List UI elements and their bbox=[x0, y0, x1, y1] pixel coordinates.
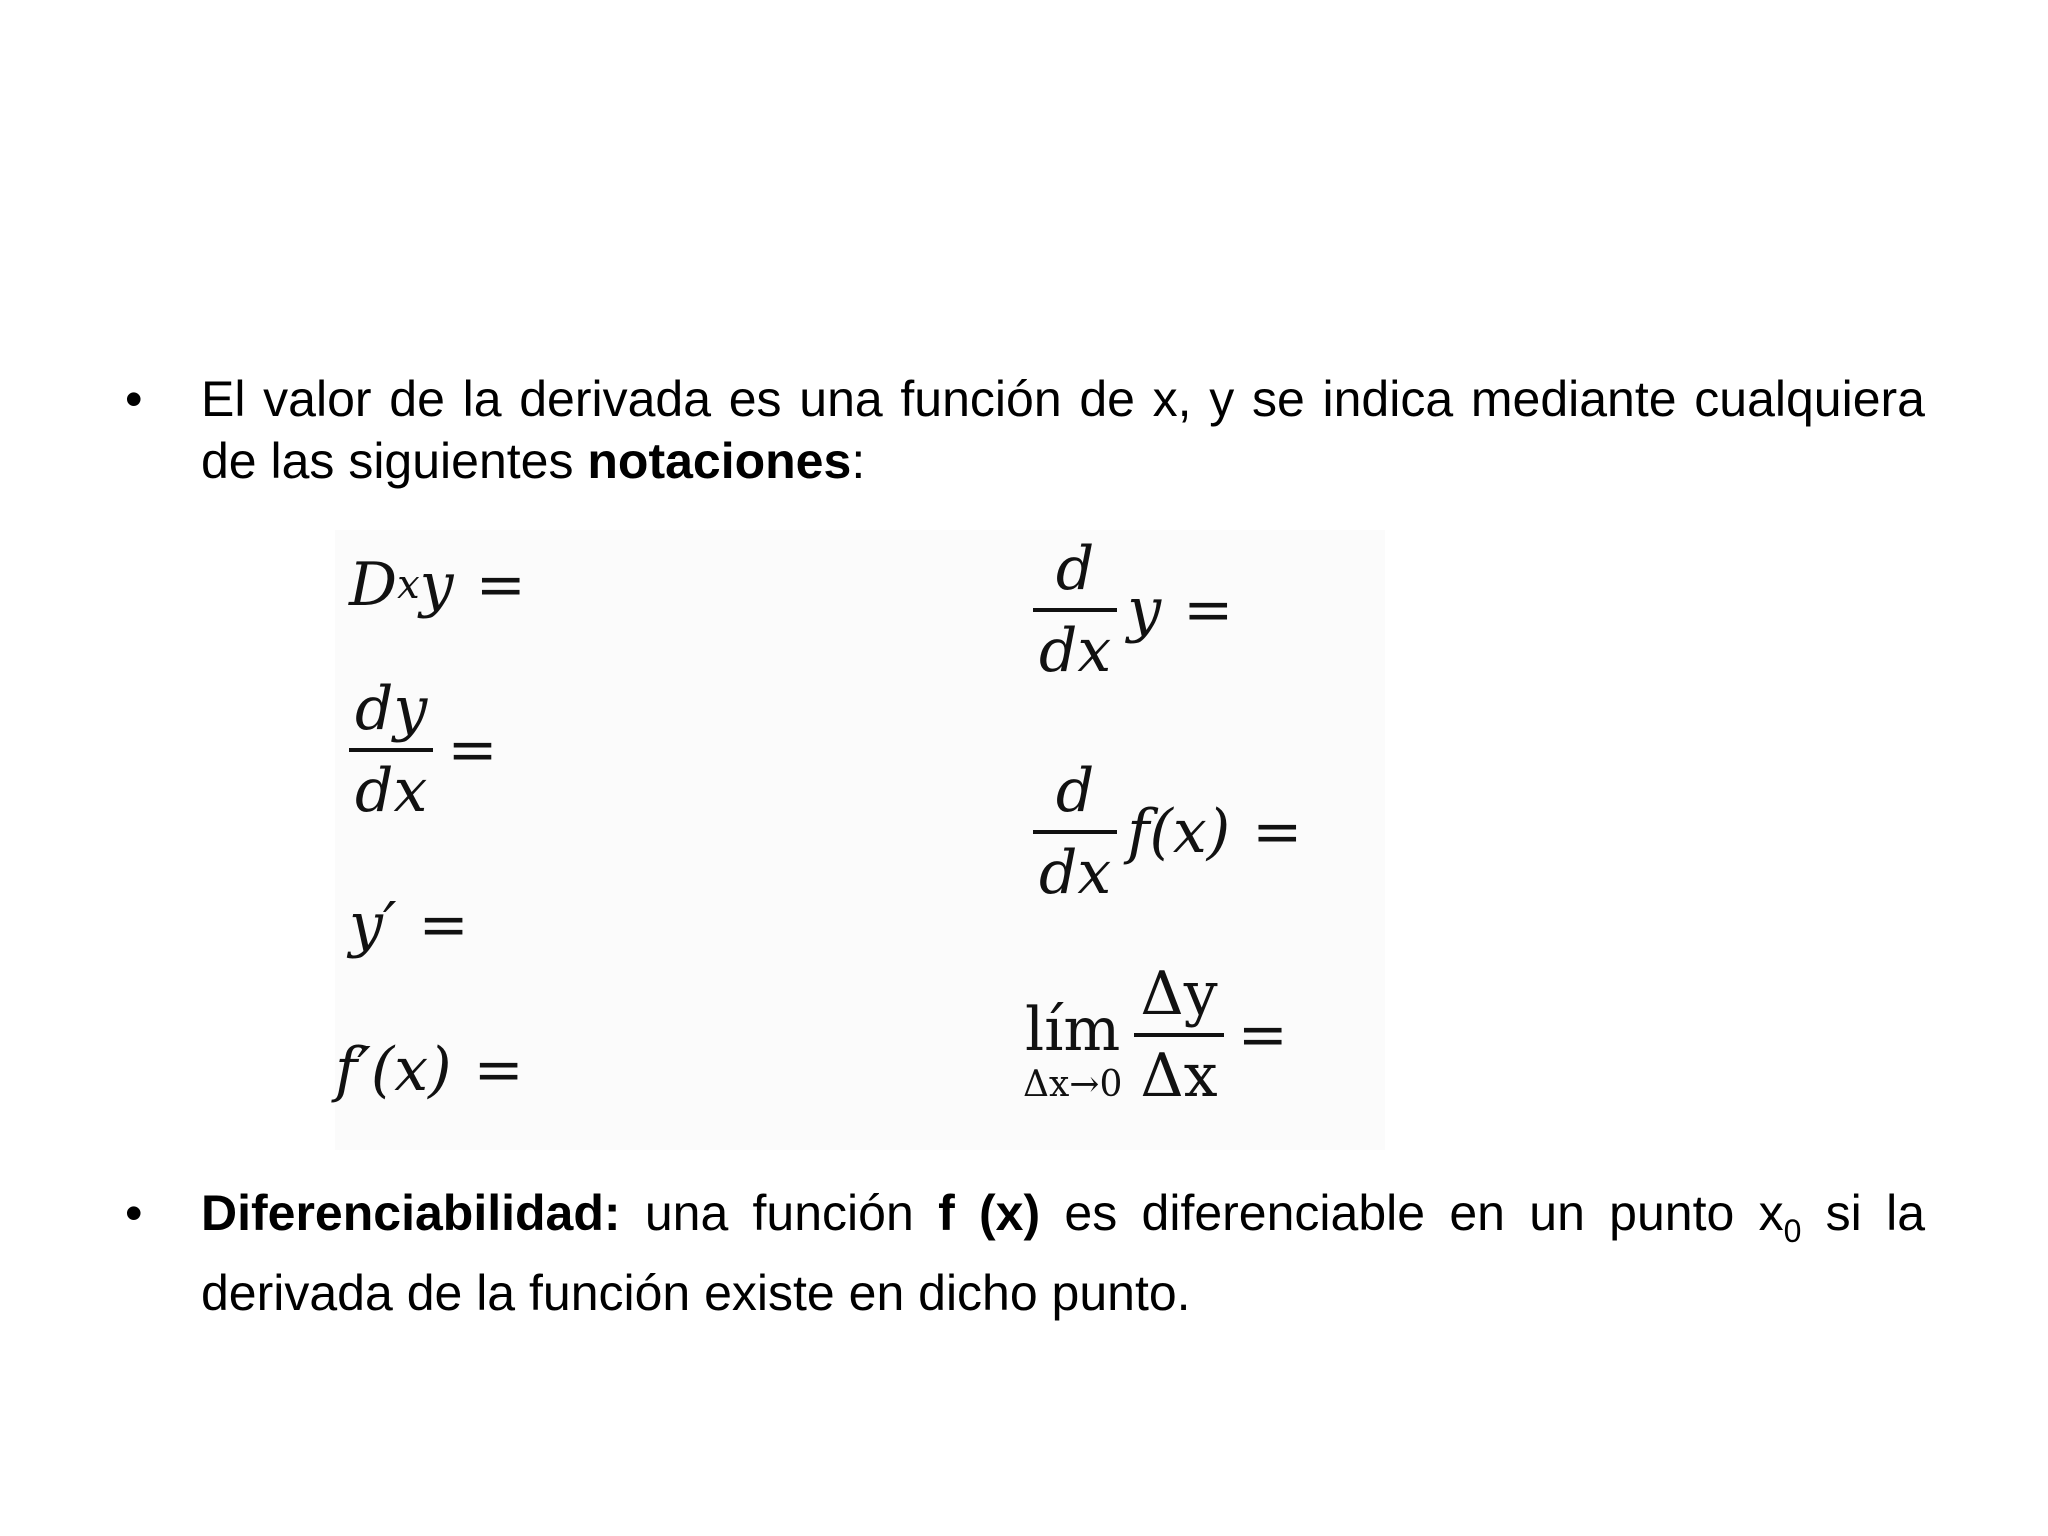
subscript-zero: 0 bbox=[1783, 1213, 1802, 1249]
operator-d: D bbox=[349, 550, 398, 620]
operator-subscript: x bbox=[397, 562, 420, 608]
notation-formulas-panel bbox=[335, 530, 1385, 1150]
equals-sign: = bbox=[473, 1035, 524, 1105]
f-of-x: f(x) bbox=[1127, 797, 1231, 867]
equals-sign: = bbox=[418, 890, 469, 960]
fraction-delta-y-delta-x bbox=[1134, 955, 1223, 1115]
fraction-d-dx bbox=[1033, 752, 1117, 912]
bullet-marker: • bbox=[125, 1185, 143, 1241]
equals-sign: = bbox=[447, 715, 498, 785]
fraction-dy-dx bbox=[349, 670, 433, 830]
bullet-text-part-a: una función bbox=[620, 1185, 939, 1241]
equals-sign: = bbox=[475, 550, 526, 620]
fraction-numerator: d bbox=[1055, 534, 1095, 604]
variable-y: y bbox=[419, 550, 454, 620]
limit-operator bbox=[1023, 965, 1122, 1105]
y-prime: y′ bbox=[349, 890, 397, 960]
bullet-diferenciabilidad-text bbox=[201, 1182, 1925, 1324]
notation-yprime bbox=[349, 890, 469, 960]
notation-fprime bbox=[335, 1035, 524, 1105]
fraction-denominator: dx bbox=[355, 756, 428, 826]
variable-y: y bbox=[1127, 575, 1162, 645]
notation-ddx-fx bbox=[1033, 752, 1302, 912]
fraction-numerator: d bbox=[1055, 756, 1095, 826]
notaciones-keyword: notaciones bbox=[587, 433, 852, 489]
limit-word: lím bbox=[1025, 995, 1121, 1065]
bullet-diferenciabilidad bbox=[115, 1182, 1926, 1321]
bullet-notations bbox=[115, 368, 1925, 498]
f-prime-of-x: f′(x) bbox=[335, 1035, 452, 1105]
limit-subscript: Δx→0 bbox=[1023, 1064, 1123, 1105]
function-f-of-x: f (x) bbox=[938, 1185, 1041, 1241]
notation-dydx bbox=[349, 670, 498, 830]
diferenciabilidad-keyword: Diferenciabilidad: bbox=[201, 1185, 621, 1241]
notation-limit bbox=[1023, 955, 1288, 1115]
bullet-text-intro: El valor de la derivada es una función de x, y se indica mediante cualquiera de las siguientes bbox=[201, 371, 1925, 489]
fraction-denominator: dx bbox=[1039, 616, 1112, 686]
bullet-text-part-b: es diferenciable en un punto x bbox=[1040, 1185, 1784, 1241]
notation-dxy bbox=[349, 550, 526, 620]
bullet-marker: • bbox=[125, 371, 143, 427]
equals-sign: = bbox=[1237, 1000, 1288, 1070]
fraction-numerator: Δy bbox=[1140, 959, 1218, 1029]
fraction-denominator: Δx bbox=[1140, 1041, 1218, 1111]
notation-ddx-y bbox=[1033, 530, 1233, 690]
equals-sign: = bbox=[1252, 797, 1303, 867]
bullet-text-colon: : bbox=[851, 433, 866, 489]
equals-sign: = bbox=[1183, 575, 1234, 645]
fraction-denominator: dx bbox=[1039, 838, 1112, 908]
fraction-numerator: dy bbox=[355, 674, 428, 744]
fraction-d-dx bbox=[1033, 530, 1117, 690]
bullet-text-part-c: si la derivada de la función existe en dicho punto. bbox=[201, 1185, 1926, 1321]
bullet-notations-text bbox=[201, 368, 1925, 492]
